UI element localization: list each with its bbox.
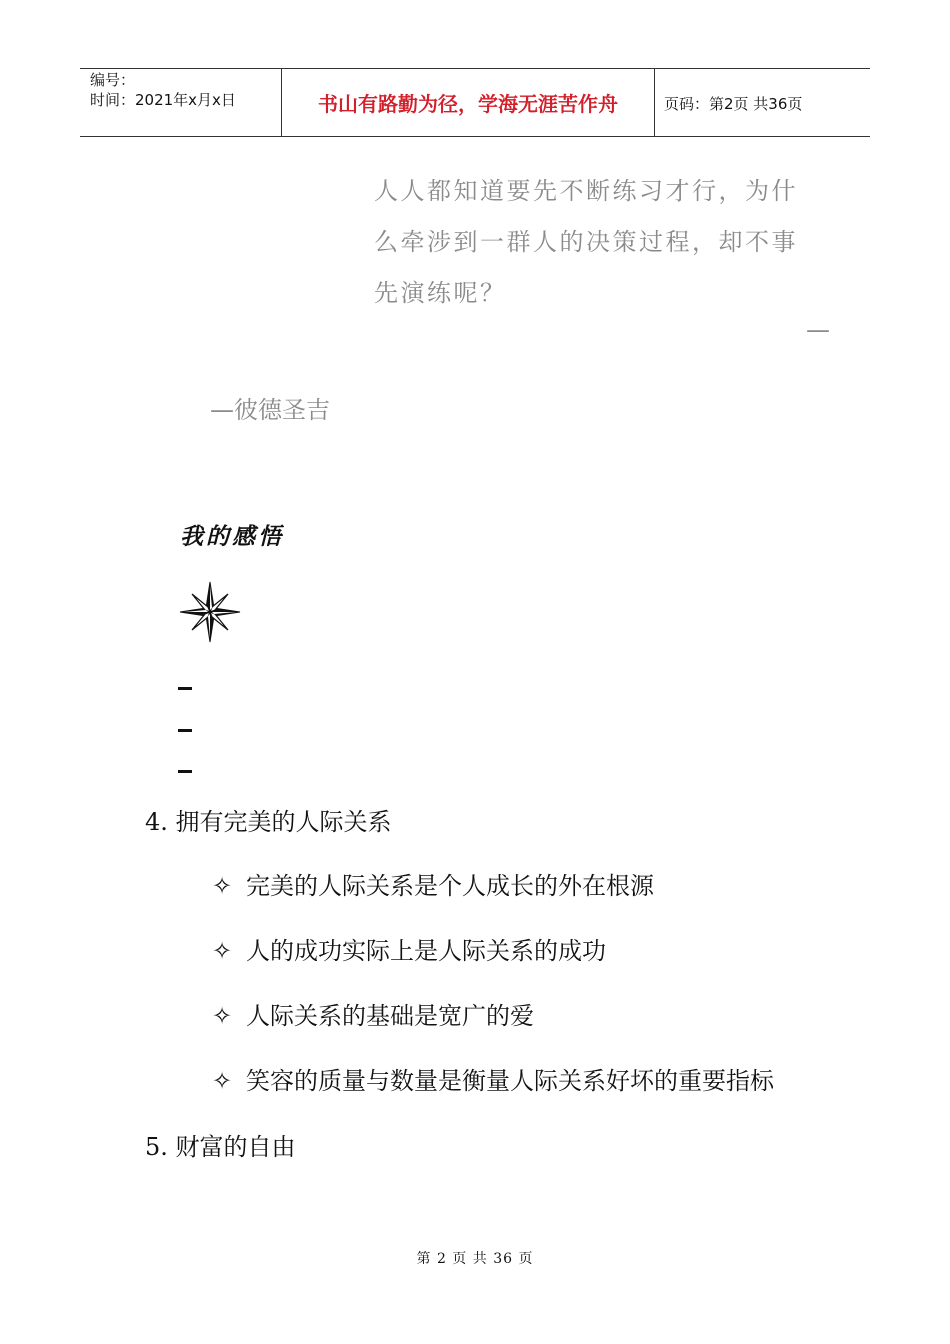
quote-line: 人人都知道要先不断练习才行，为什 [374,177,798,205]
sparkle-icon: ✧ [212,872,233,900]
list-item [212,1061,774,1096]
sparkle-icon: ✧ [212,937,233,965]
list-item-text: 笑容的质量与数量是衡量人际关系好坏的重要指标 [246,1067,774,1095]
quote-text [374,166,814,319]
section-heading: 5. 财富的自由 [145,1133,296,1161]
header-meta [90,70,236,110]
list-item-text: 人际关系的基础是宽广的爱 [246,1002,534,1030]
page-footer: 第 2 页 共 36 页 [416,1251,534,1267]
list-item [212,866,654,901]
compass-star-icon [178,580,242,644]
quote-line: 么牵涉到一群人的决策过程，却不事 [374,228,798,256]
quote-line: 先演练呢？ [374,279,507,307]
header-motto: 书山有路勤为径，学海无涯苦作舟 [318,92,618,116]
section-heading: 4. 拥有完美的人际关系 [145,808,392,836]
number-label: 编号： [90,71,136,89]
sparkle-icon: ✧ [212,1067,233,1095]
reflection-title: 我的感悟 [180,523,284,550]
header-bottom-rule [80,136,870,137]
list-item [212,996,534,1031]
list-item [212,931,606,966]
blank-line-marker [178,770,192,773]
quote-dash: — [806,316,830,344]
blank-line-marker [178,687,192,690]
blank-line-marker [178,729,192,732]
time-label: 时间：2021年x月x日 [90,91,236,109]
list-item-text: 完美的人际关系是个人成长的外在根源 [246,872,654,900]
header-divider-right [654,68,655,136]
sparkle-icon: ✧ [212,1002,233,1030]
header-top-rule [80,68,870,69]
list-item-text: 人的成功实际上是人际关系的成功 [246,937,606,965]
header-page-info: 页码：第2页 共36页 [664,95,803,113]
quote-author: —彼德圣吉 [210,396,330,424]
